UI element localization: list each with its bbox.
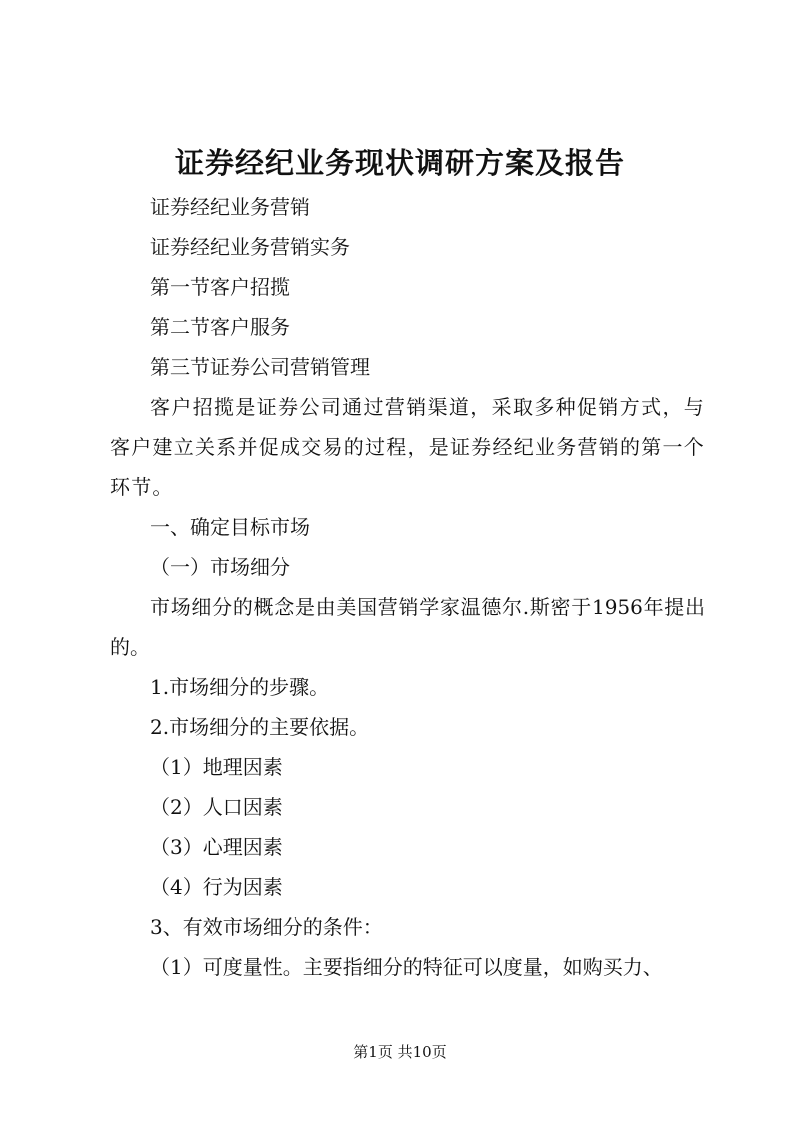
paragraph-5: 第三节证券公司营销管理	[150, 355, 370, 379]
paragraph-3: 第一节客户招揽	[150, 275, 290, 299]
paragraph-14: （3）心理因素	[150, 835, 283, 859]
paragraph-15: （4）行为因素	[150, 875, 283, 899]
paragraph-12: （1）地理因素	[150, 755, 283, 779]
paragraph-13: （2）人口因素	[150, 795, 283, 819]
paragraph-7: 一、确定目标市场	[150, 515, 310, 539]
paragraph-8: （一）市场细分	[150, 555, 290, 579]
paragraph-4: 第二节客户服务	[150, 315, 290, 339]
paragraph-6: 客户招揽是证券公司通过营销渠道，采取多种促销方式，与客户建立关系并促成交易的过程，是证券经纪业务营销的第一个环节。	[110, 395, 705, 499]
paragraph-16: 3、有效市场细分的条件：	[150, 915, 383, 939]
document-body	[110, 187, 705, 987]
paragraph-11: 2.市场细分的主要依据。	[150, 715, 370, 739]
page-footer: 第1页 共10页	[353, 1043, 447, 1061]
paragraph-9: 市场细分的概念是由美国营销学家温德尔.斯密于1956年提出的。	[110, 595, 705, 659]
paragraph-10: 1.市场细分的步骤。	[150, 675, 330, 699]
paragraph-17: （1）可度量性。主要指细分的特征可以度量，如购买力、	[150, 955, 663, 979]
paragraph-1: 证券经纪业务营销	[150, 195, 310, 219]
paragraph-2: 证券经纪业务营销实务	[150, 235, 350, 259]
document-title: 证券经纪业务现状调研方案及报告	[174, 146, 625, 180]
